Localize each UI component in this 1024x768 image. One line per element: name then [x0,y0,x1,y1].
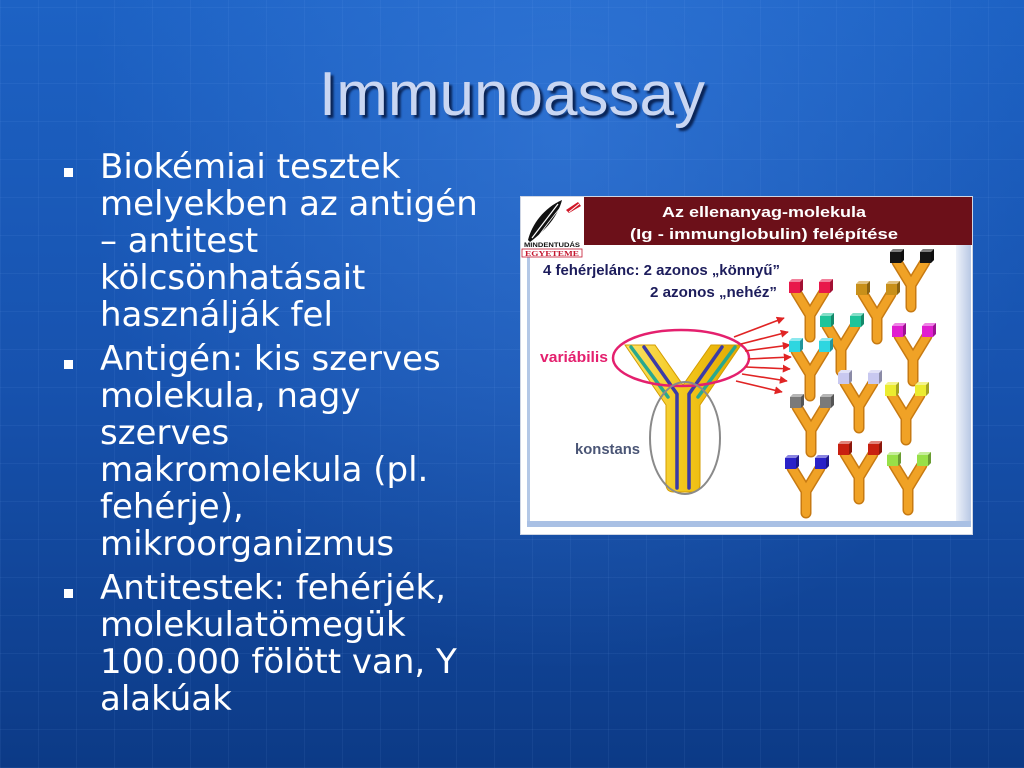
bullet-line: szerves [100,413,230,453]
cube-front [856,284,867,295]
antibody-illustration [520,196,973,535]
bullet-marker [64,360,73,369]
bullet-line: Antigén: kis szerves [100,339,441,379]
variable-region-cube [789,279,803,293]
cube-front [885,385,896,396]
cube-front [838,444,849,455]
variable-region-cube [868,441,882,455]
bullet-line: 100.000 fölött van, Y [100,642,457,682]
cube-front [922,326,933,337]
cube-front [789,282,800,293]
cube-front [886,284,897,295]
constant-region-label: konstans [575,441,640,458]
variable-region-cube [885,382,899,396]
cube-front [789,341,800,352]
variable-region-cube [790,394,804,408]
cube-front [868,444,879,455]
cube-front [819,341,830,352]
cube-front [820,397,831,408]
variable-region-cube [820,313,834,327]
variable-region-cube [820,394,834,408]
cube-front [820,316,831,327]
bullet-line: fehérje), [100,487,244,527]
variable-region-cube [890,249,904,263]
variable-region-cube [850,313,864,327]
bullet-item [100,570,500,718]
cube-front [915,385,926,396]
variable-region-cube [920,249,934,263]
cube-front [887,455,898,466]
variable-region-cube [838,370,852,384]
chain-note-line-1: 4 fehérjelánc: 2 azonos „könnyű” [543,262,780,279]
bullet-line: használják fel [100,295,333,335]
bullet-item [100,149,500,334]
slide-title: Immunoassay [319,60,705,129]
bullet-list [100,149,500,725]
figure-right-strip [956,245,971,525]
cube-front [790,397,801,408]
variable-region-cube [856,281,870,295]
bullet-line: Biokémiai tesztek [100,147,401,187]
variable-region-cube [838,441,852,455]
antibody-figure [520,196,973,535]
cube-front [819,282,830,293]
variable-region-cube [887,452,901,466]
chain-note-line-2: 2 azonos „nehéz” [650,284,777,301]
bullet-marker [64,168,73,177]
bullet-item [100,341,500,563]
variable-region-cube [815,455,829,469]
variable-region-cube [819,279,833,293]
cube-front [850,316,861,327]
bullet-line: – antitest [100,221,259,261]
logo-text-line-2: EGYETEME [525,249,579,258]
figure-bottom-strip [527,521,971,527]
cube-front [815,458,826,469]
cube-front [890,252,901,263]
variable-region-cube [785,455,799,469]
cube-front [838,373,849,384]
variable-region-cube [789,338,803,352]
bullet-line: molekulatömegük [100,605,406,645]
cube-front [868,373,879,384]
bullet-line: molekula, nagy [100,376,361,416]
bullet-line: alakúak [100,679,232,719]
variable-region-cube [917,452,931,466]
cube-front [892,326,903,337]
bullet-marker [64,589,73,598]
bullet-line: makromolekula (pl. [100,450,429,490]
cube-front [920,252,931,263]
bullet-line: Antitestek: fehérjék, [100,568,446,608]
variable-region-cube [892,323,906,337]
cube-front [785,458,796,469]
bullet-line: melyekben az antigén [100,184,478,224]
variable-region-cube [922,323,936,337]
figure-title-line-1: Az ellenanyag-molekula [662,204,867,221]
figure-left-border [527,257,530,523]
bullet-line: mikroorganizmus [100,524,395,564]
logo-text-line-1: MINDENTUDÁS [524,243,569,249]
variable-region-cube [868,370,882,384]
variable-region-cube [886,281,900,295]
variable-region-label: variábilis [540,349,608,366]
variable-region-cube [819,338,833,352]
cube-front [917,455,928,466]
bullet-line: kölcsönhatásait [100,258,366,298]
figure-title-line-2: (Ig - immunglobulin) felépítése [630,226,898,243]
variable-region-cube [915,382,929,396]
